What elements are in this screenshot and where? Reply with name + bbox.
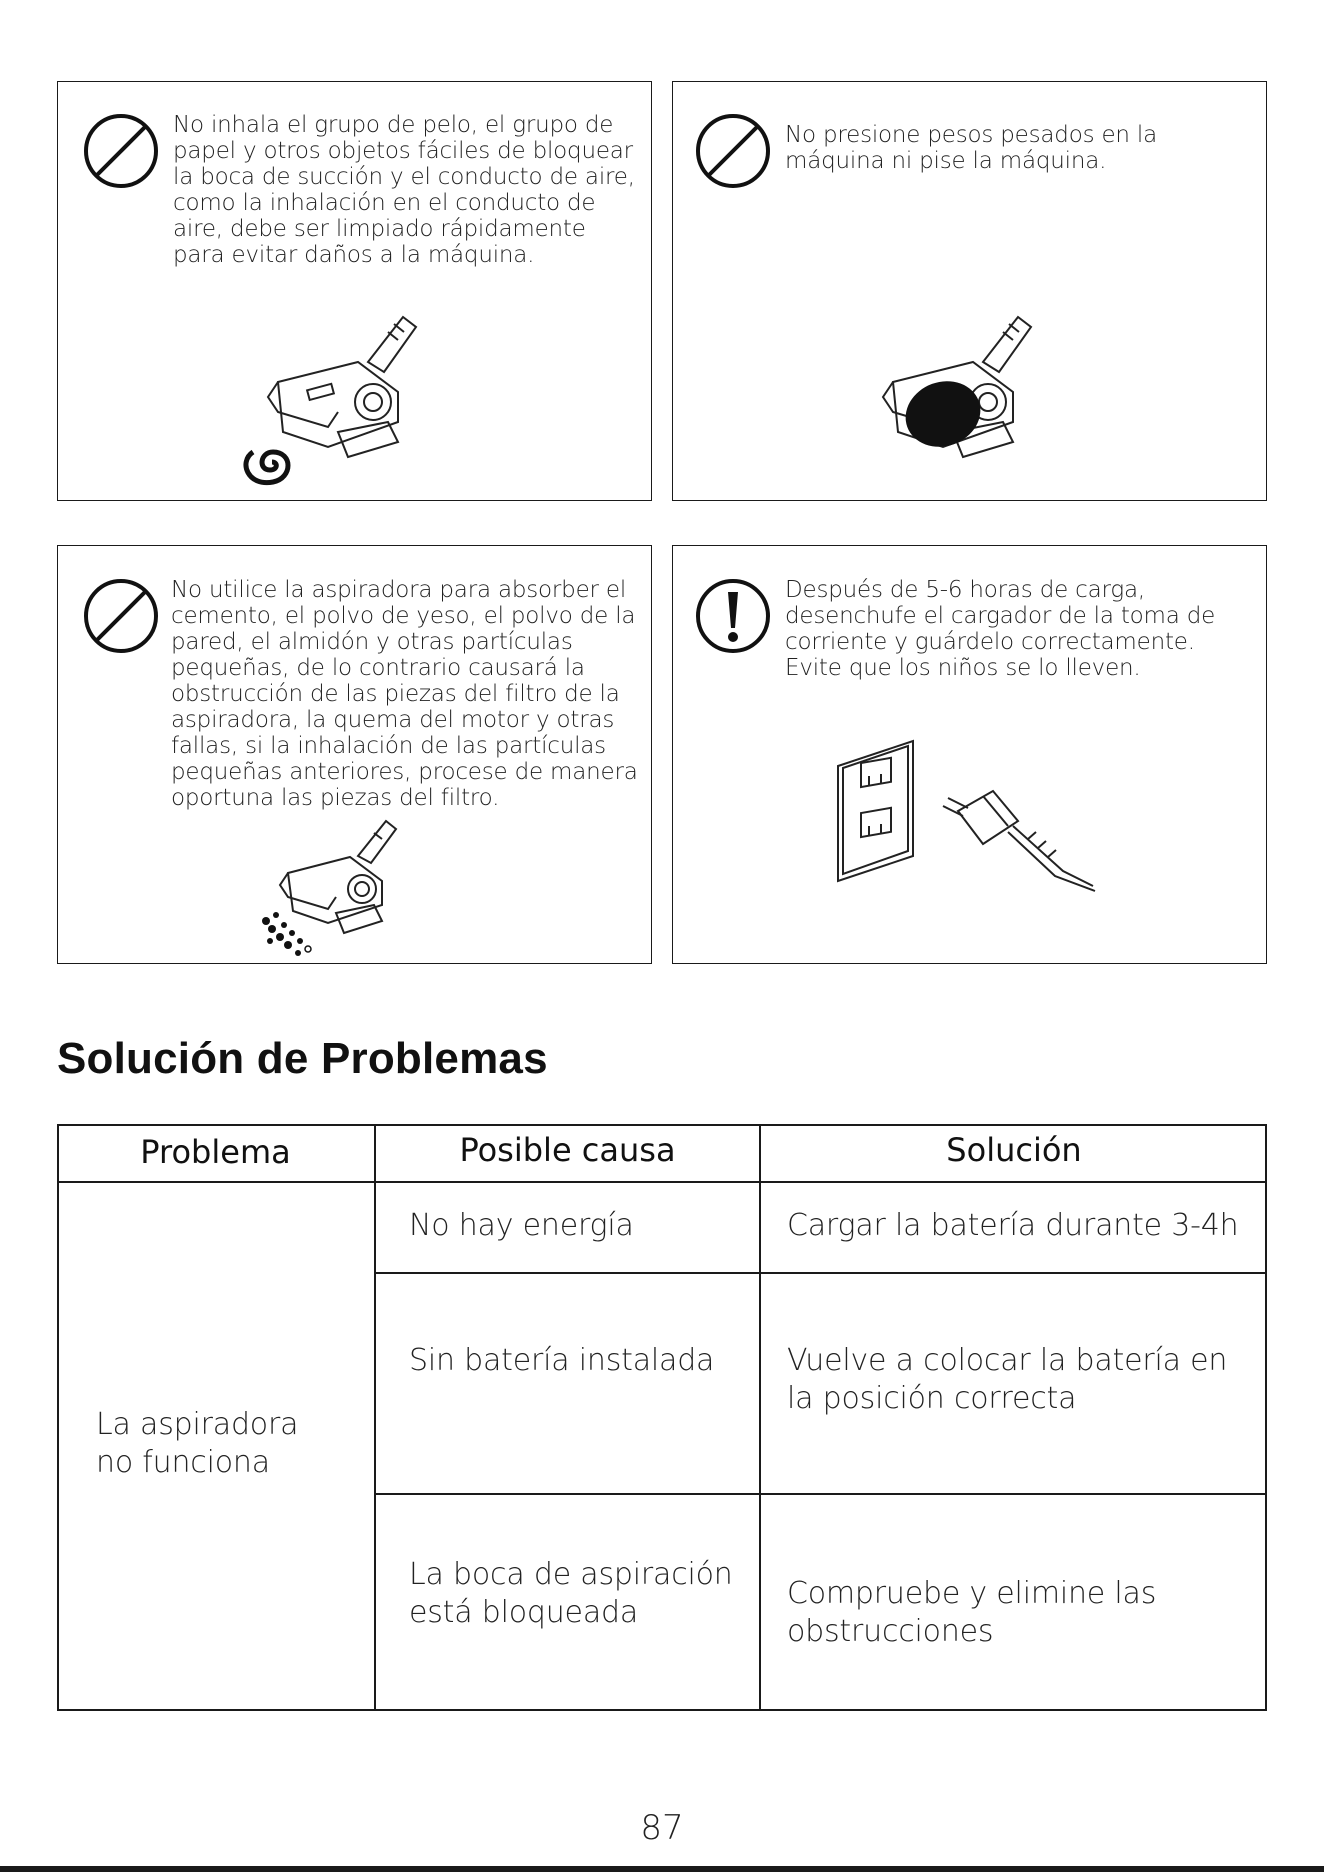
- vacuum-head-weight-illustration: [853, 302, 1073, 492]
- prohibition-icon: [693, 111, 773, 191]
- warning-box-hair: [57, 81, 652, 501]
- page-number: 87: [640, 1808, 684, 1848]
- problem-cell: La aspiradora no funciona: [96, 1407, 299, 1480]
- prohibition-icon: [81, 576, 161, 656]
- warning-text: No presione pesos pesados en la máquina ni pise la máquina.: [785, 122, 1157, 174]
- vacuum-head-dust-illustration: [258, 811, 428, 961]
- section-title: Solución de Problemas: [57, 1034, 548, 1083]
- solution-cell: Cargar la batería durante 3-4h: [787, 1208, 1239, 1243]
- solution-cell: Compruebe y elimine las obstrucciones: [787, 1576, 1157, 1649]
- vacuum-head-hair-illustration: [238, 302, 458, 492]
- cause-cell: La boca de aspiración está bloqueada: [409, 1557, 733, 1630]
- cause-cell: Sin batería instalada: [409, 1343, 715, 1378]
- cause-cell: No hay energía: [409, 1208, 634, 1243]
- header-problem: Problema: [140, 1133, 291, 1171]
- solution-cell: Vuelve a colocar la batería en la posición correcta: [787, 1343, 1228, 1416]
- warning-text: Después de 5-6 horas de carga, desenchufe el cargador de la toma de corriente y guárdelo correctamente. Evite que los niños se lo lleven.: [785, 577, 1216, 681]
- warning-box-weight: [672, 81, 1267, 501]
- bottom-rule: [0, 1866, 1324, 1872]
- prohibition-icon: [81, 111, 161, 191]
- header-cause: Posible causa: [459, 1131, 676, 1169]
- exclamation-icon: [693, 576, 773, 656]
- warning-box-dust: [57, 545, 652, 964]
- warning-text: No utilice la aspiradora para absorber el cemento, el polvo de yeso, el polvo de la pared, el almidón y otras partículas pequeñas, de lo contrario causará la obstrucción de las piezas del filtro de la aspiradora, la quema del motor y otras fallas, si la inhalación de las partículas pequeñas anteriores, procese de manera oportuna las piezas del filtro.: [171, 577, 638, 811]
- warning-text: No inhala el grupo de pelo, el grupo de papel y otros objetos fáciles de bloquear la boca de succión y el conducto de aire, como la inhalación en el conducto de aire, debe ser limpiado rápidamente para evitar daños a la máquina.: [173, 112, 635, 268]
- troubleshooting-table: [57, 1124, 1267, 1711]
- outlet-plug-illustration: [833, 736, 1113, 896]
- warning-box-charging: [672, 545, 1267, 964]
- header-solution: Solución: [946, 1131, 1082, 1169]
